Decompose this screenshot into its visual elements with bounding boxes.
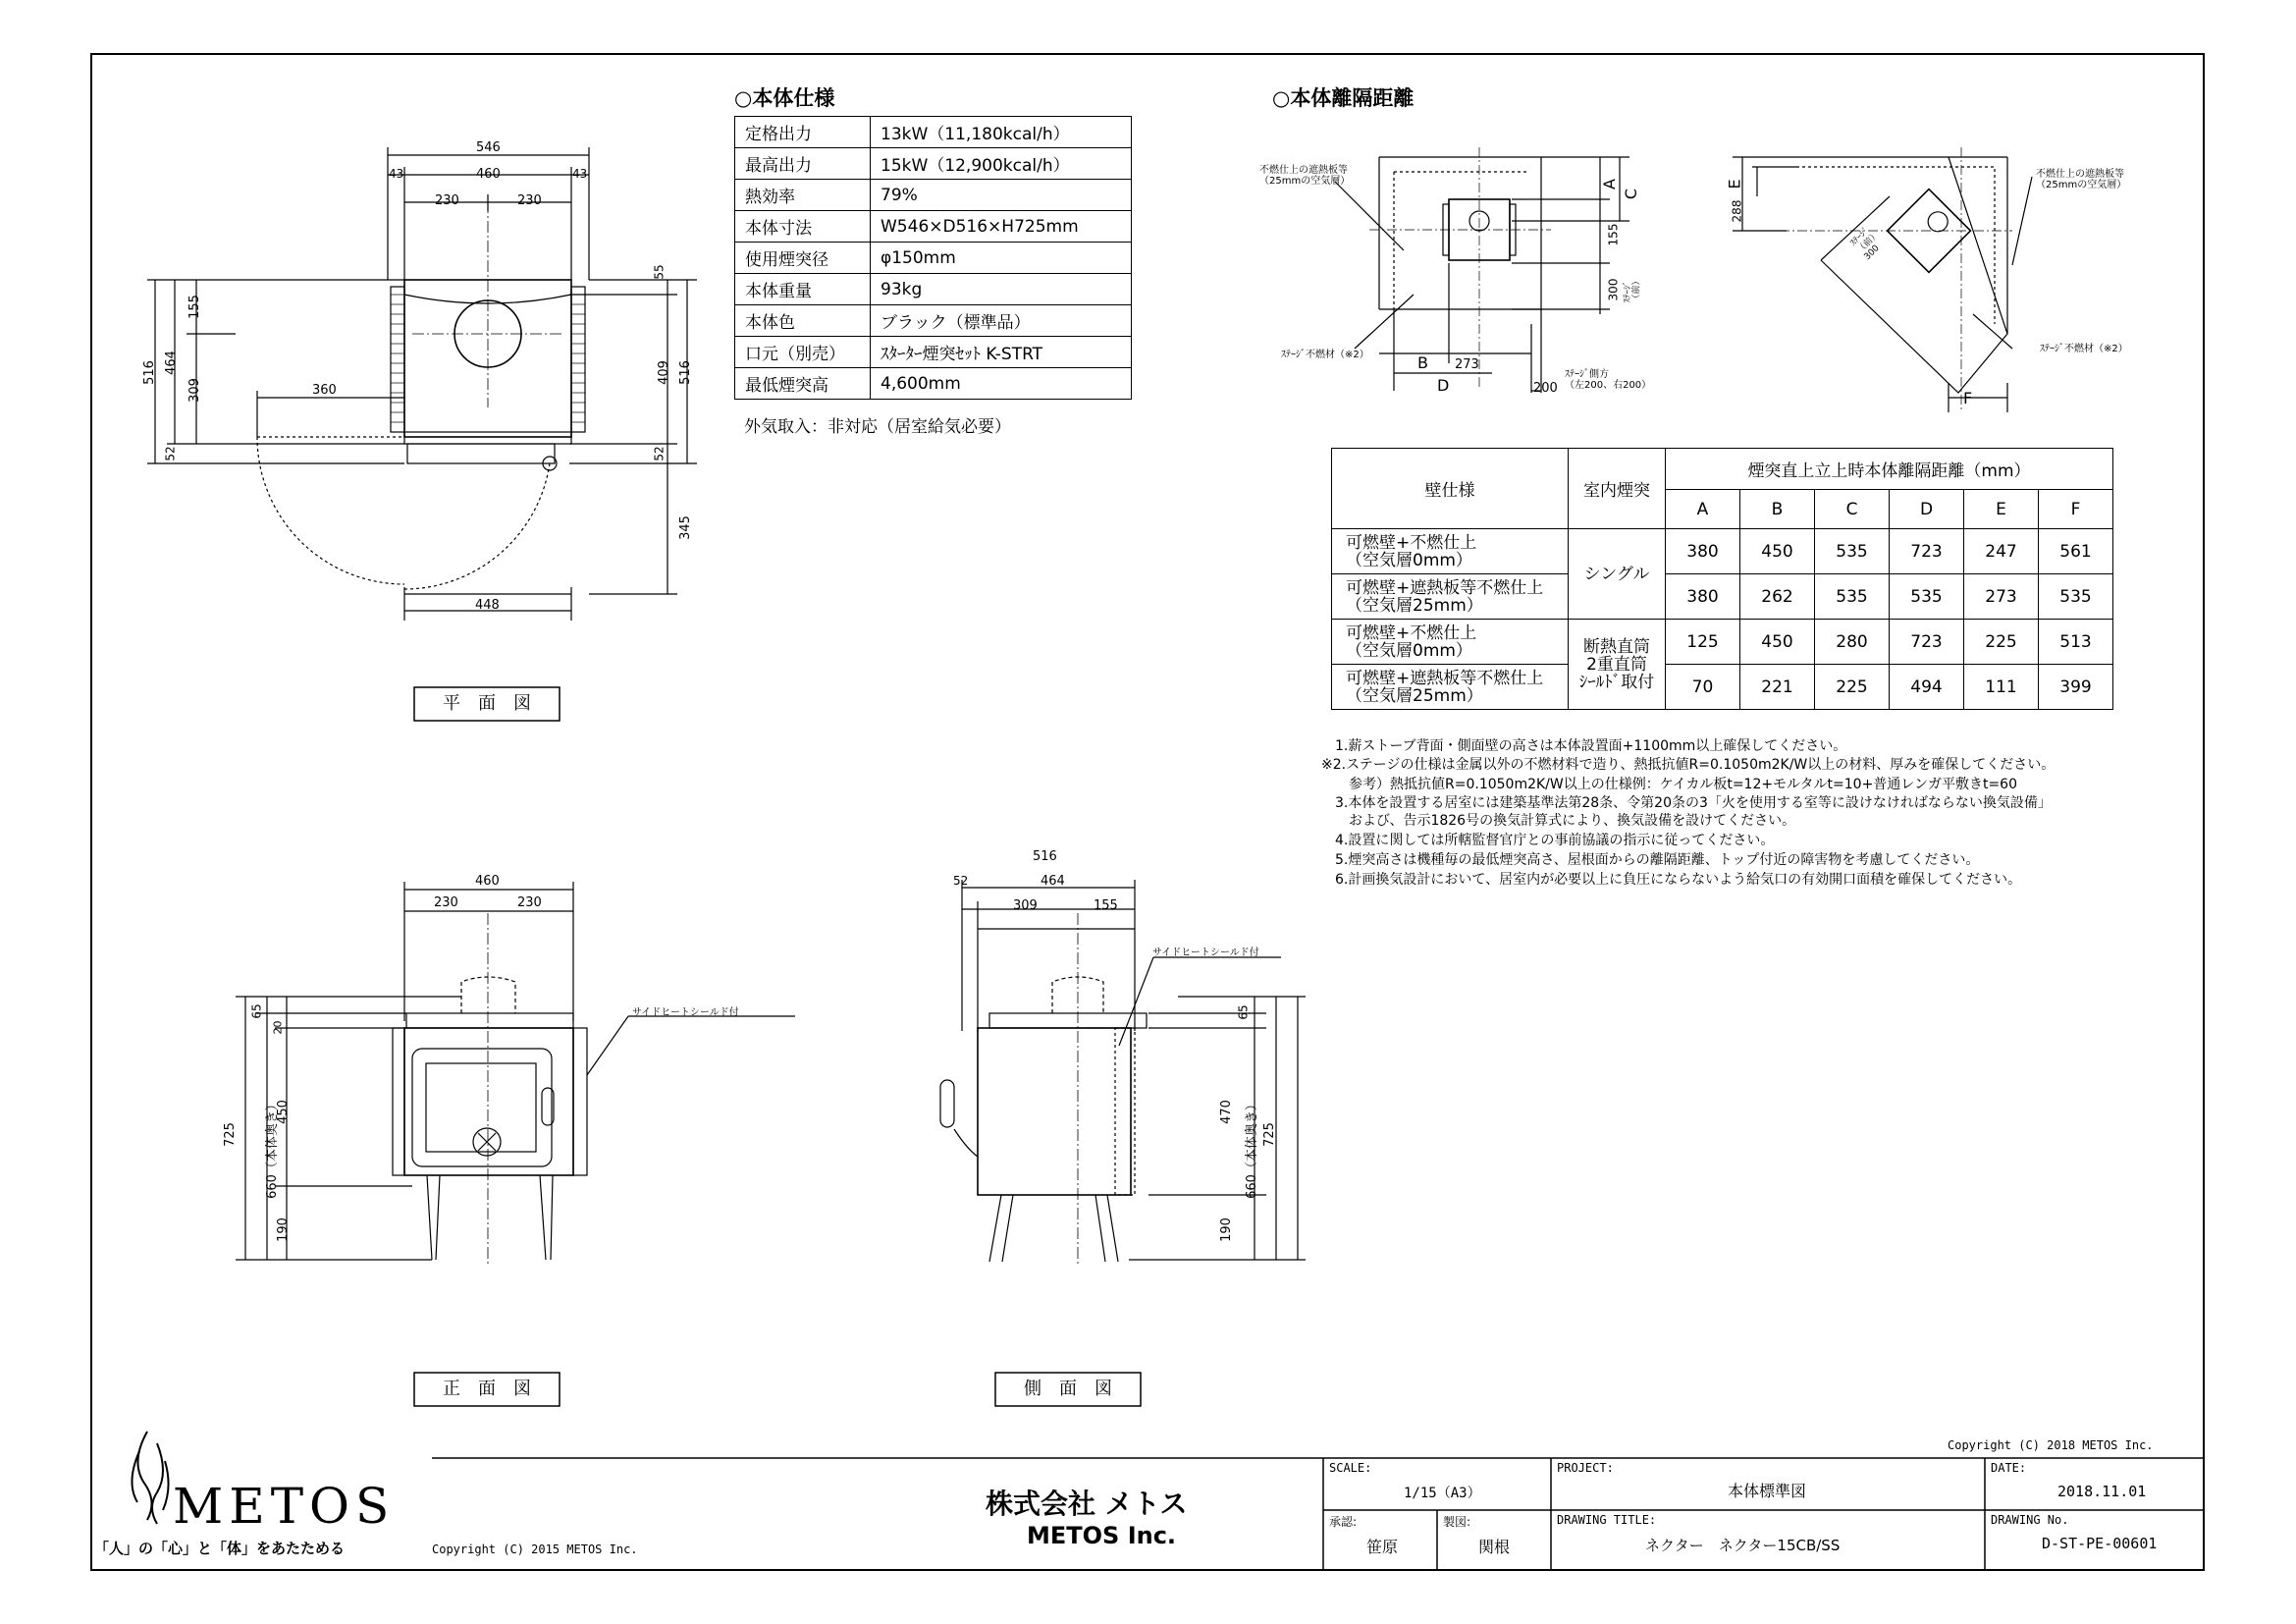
clr-row (1332, 574, 2113, 620)
spec-key: 定格出力 (735, 117, 871, 148)
spec-row (735, 211, 1132, 243)
spec-footer: 外気取入：非対応（居室給気必要） (744, 417, 1011, 437)
dim-e: E (1725, 179, 1744, 189)
front-dim-660: 660（本体奥き） (264, 1098, 280, 1199)
clr-wall: 可燃壁+遮熱板等不燃仕上 （空気層25mm） (1332, 574, 1569, 620)
project-value: 本体標準図 (1728, 1482, 1807, 1500)
front-shield-label: サイドヒートシールド付 (632, 1007, 739, 1018)
diagram-right-stage-label: ｽﾃｰｼﾞ不燃材（※2） (2040, 344, 2128, 354)
clearance-table (1331, 448, 2113, 710)
approved-value: 笹原 (1366, 1538, 1399, 1556)
scale-value: 1/15（A3） (1404, 1486, 1481, 1501)
dim-b: B (1417, 353, 1428, 372)
plan-dim-516-right: 516 (677, 360, 693, 385)
dim-f: F (1963, 389, 1973, 407)
clr-header-wall: 壁仕様 (1332, 449, 1569, 529)
plan-dim-155: 155 (187, 295, 202, 319)
diagram-left-stage-side-label: ｽﾃｰｼﾞ側方 （左200、右200） (1565, 369, 1652, 391)
drawing-no-value: D-ST-PE-00601 (2042, 1535, 2158, 1552)
project-label: PROJECT: (1557, 1461, 1614, 1475)
clr-col-header: A (1666, 490, 1740, 529)
clr-value: 247 (1964, 529, 2039, 574)
side-dim-660: 660（本体奥き） (1244, 1098, 1259, 1199)
note-line: 1.薪ストーブ背面・側面壁の高さは本体設置面+1100mm以上確保してください。 (1335, 738, 1847, 754)
plan-dim-448: 448 (475, 598, 500, 613)
clr-value: 450 (1740, 529, 1815, 574)
company-name-jp: 株式会社 メトス (986, 1488, 1188, 1520)
clr-value: 225 (1964, 620, 2039, 665)
side-shield-label: サイドヒートシールド付 (1152, 947, 1259, 958)
diagram-right-shield-label: 不燃仕上の遮熱板等 （25mmの空気層） (2036, 169, 2127, 190)
diagram-left-shield-label: 不燃仕上の遮熱板等 （25mmの空気層） (1259, 165, 1351, 187)
dim-a: A (1599, 179, 1619, 189)
dim-300: 300 (1606, 278, 1621, 301)
spec-key: 本体重量 (735, 274, 871, 305)
clr-value: 535 (1815, 529, 1890, 574)
side-view (940, 880, 1306, 1267)
plan-view-title: 平 面 図 (443, 693, 531, 714)
spec-value: 13kW（11,180kcal/h） (871, 117, 1132, 148)
logo-flame-icon (132, 1432, 168, 1524)
clr-value: 535 (2039, 574, 2113, 620)
clr-value: 494 (1890, 665, 1964, 710)
clr-wall: 可燃壁+不燃仕上 （空気層0mm） (1332, 529, 1569, 574)
side-dim-309: 309 (1013, 898, 1038, 913)
clr-row (1332, 665, 2113, 710)
front-dim-230-left: 230 (434, 895, 458, 910)
front-dim-450: 450 (275, 1100, 291, 1124)
front-dim-190: 190 (275, 1218, 291, 1242)
front-view (236, 882, 795, 1267)
clr-col-header: B (1740, 490, 1815, 529)
plan-dim-55: 55 (652, 264, 667, 280)
spec-value: ブラック（標準品） (871, 305, 1132, 337)
dim-273: 273 (1455, 357, 1479, 372)
spec-row (735, 243, 1132, 274)
side-dim-155: 155 (1094, 898, 1118, 913)
plan-dim-360: 360 (312, 383, 337, 398)
plan-dim-43-left: 43 (389, 167, 404, 181)
spec-value: W546×D516×H725mm (871, 211, 1132, 243)
plan-dim-516-left: 516 (141, 360, 157, 385)
clr-value: 70 (1666, 665, 1740, 710)
clr-value: 450 (1740, 620, 1815, 665)
dim-155: 155 (1606, 223, 1621, 246)
plan-dim-52-right: 52 (652, 446, 667, 461)
clr-wall: 可燃壁+遮熱板等不燃仕上 （空気層25mm） (1332, 665, 1569, 710)
clr-value: 221 (1740, 665, 1815, 710)
plan-dim-309: 309 (187, 378, 202, 403)
dim-200: 200 (1533, 381, 1558, 396)
plan-dim-464: 464 (163, 351, 179, 375)
note-line: ※2.ステージの仕様は金属以外の不燃材料で造り、熱抵抗値R=0.1050m2K/W以上の材料、厚みを確保してください。 (1321, 757, 2056, 773)
clr-value: 262 (1740, 574, 1815, 620)
drawing-title-value: ネクター ネクター15CB/SS (1645, 1537, 1841, 1554)
plan-dim-460: 460 (476, 167, 501, 182)
front-view-title: 正 面 図 (443, 1379, 531, 1399)
dim-c: C (1622, 188, 1641, 200)
company-name-en: METOS Inc. (1027, 1522, 1177, 1549)
note-line: 3.本体を設置する居室には建築基準法第28条、令第20条の3「火を使用する室等に設けなければならない換気設備」 (1335, 795, 2052, 811)
front-dim-725: 725 (222, 1122, 238, 1147)
clr-value: 111 (1964, 665, 2039, 710)
drawn-value: 関根 (1478, 1538, 1511, 1556)
clr-value: 380 (1666, 529, 1740, 574)
date-label: DATE: (1991, 1461, 2027, 1475)
clr-value: 513 (2039, 620, 2113, 665)
diagram-right-stage-front: ｽﾃｰｼﾞ （前） 300 (1848, 226, 1882, 263)
drawing-no-label: DRAWING No. (1991, 1513, 2069, 1527)
clr-value: 399 (2039, 665, 2113, 710)
plan-dim-345: 345 (677, 515, 693, 540)
dim-288: 288 (1730, 199, 1744, 223)
side-dim-464: 464 (1041, 874, 1065, 889)
note-line: 5.煙突高さは機種毎の最低煙突高さ、屋根面からの離隔距離、トップ付近の障害物を考慮してください。 (1335, 852, 1980, 868)
front-dim-65: 65 (249, 1003, 264, 1019)
spec-row (735, 180, 1132, 211)
spec-heading: ○本体仕様 (734, 86, 835, 110)
spec-row (735, 274, 1132, 305)
front-dim-460: 460 (475, 874, 500, 889)
clr-value: 380 (1666, 574, 1740, 620)
logo-tagline: 「人」の「心」と「体」をあたためる (94, 1540, 346, 1557)
spec-value: ｽﾀｰﾀｰ煙突ｾｯﾄ K-STRT (871, 337, 1132, 368)
clr-value: 535 (1815, 574, 1890, 620)
clr-value: 273 (1964, 574, 2039, 620)
spec-key: 本体寸法 (735, 211, 871, 243)
side-dim-65: 65 (1236, 1004, 1251, 1020)
spec-value: 4,600mm (871, 368, 1132, 400)
plan-dim-230-right: 230 (517, 193, 542, 208)
spec-key: 使用煙突径 (735, 243, 871, 274)
side-dim-190: 190 (1218, 1218, 1234, 1242)
side-dim-470: 470 (1218, 1100, 1234, 1124)
plan-view (147, 147, 697, 621)
clr-value: 723 (1890, 529, 1964, 574)
spec-key: 熱効率 (735, 180, 871, 211)
note-line: 4.設置に関しては所轄監督官庁との事前協議の指示に従ってください。 (1335, 833, 1775, 848)
clr-row (1332, 529, 2113, 574)
spec-row (735, 117, 1132, 148)
drawing-title-label: DRAWING TITLE: (1557, 1513, 1657, 1527)
clr-chimney: 断熱直筒 2重直筒 ｼｰﾙﾄﾞ取付 (1569, 620, 1666, 710)
clr-col-header: F (2039, 490, 2113, 529)
drawn-label: 製図: (1443, 1515, 1471, 1529)
side-dim-516: 516 (1033, 849, 1057, 864)
side-view-title: 側 面 図 (1024, 1379, 1112, 1399)
plan-dim-546: 546 (476, 140, 501, 155)
plan-dim-409: 409 (656, 360, 671, 385)
clr-header-chimney: 室内煙突 (1569, 449, 1666, 529)
spec-row (735, 148, 1132, 180)
plan-dim-52-left: 52 (163, 446, 178, 461)
clr-value: 280 (1815, 620, 1890, 665)
note-line: 6.計画換気設計において、居室内が必要以上に負圧にならないよう給気口の有効開口面積を確保してください。 (1335, 872, 2022, 888)
clr-value: 535 (1890, 574, 1964, 620)
diagram-left-stage-label: ｽﾃｰｼﾞ不燃材（※2） (1281, 350, 1369, 360)
spec-key: 本体色 (735, 305, 871, 337)
plan-dim-43-right: 43 (572, 167, 588, 181)
clr-value: 125 (1666, 620, 1740, 665)
spec-row (735, 305, 1132, 337)
side-dim-52: 52 (953, 874, 969, 888)
clearance-diagram-right (1733, 147, 2032, 412)
note-line: および、告示1826号の換気計算式により、換気設備を設けてください。 (1349, 813, 1796, 829)
spec-row (735, 337, 1132, 368)
clearance-diagram-left (1335, 147, 1629, 393)
copyright-left: Copyright (C) 2015 METOS Inc. (432, 1543, 638, 1556)
front-dim-20: 20 (271, 1020, 285, 1035)
approved-label: 承認: (1329, 1515, 1358, 1529)
dim-d: D (1437, 376, 1450, 395)
clr-value: 723 (1890, 620, 1964, 665)
clr-header-group: 煙突直上立上時本体離隔距離（mm） (1666, 449, 2113, 490)
note-line: 参考）熱抵抗値R=0.1050m2K/W以上の仕様例：ケイカル板t=12+モルタルt=10+普通レンガ平敷きt=60 (1349, 777, 2017, 792)
spec-value: 93kg (871, 274, 1132, 305)
clr-col-header: D (1890, 490, 1964, 529)
spec-value: φ150mm (871, 243, 1132, 274)
spec-table (734, 116, 1132, 400)
plan-dim-230-left: 230 (435, 193, 459, 208)
copyright-right: Copyright (C) 2018 METOS Inc. (1948, 1438, 2154, 1452)
clr-row (1332, 620, 2113, 665)
spec-key: 最高出力 (735, 148, 871, 180)
sheet-frame (91, 54, 2204, 1570)
spec-key: 最低煙突高 (735, 368, 871, 400)
dim-stage-front: ｽﾃｰｼﾞ （前） (1623, 276, 1642, 303)
clr-value: 561 (2039, 529, 2113, 574)
title-block-lines (432, 1458, 2204, 1570)
spec-value: 15kW（12,900kcal/h） (871, 148, 1132, 180)
clr-col-header: E (1964, 490, 2039, 529)
date-value: 2018.11.01 (2057, 1483, 2147, 1500)
clr-col-header: C (1815, 490, 1890, 529)
spec-value: 79% (871, 180, 1132, 211)
scale-label: SCALE: (1329, 1461, 1372, 1475)
clr-wall: 可燃壁+不燃仕上 （空気層0mm） (1332, 620, 1569, 665)
spec-row (735, 368, 1132, 400)
clr-value: 225 (1815, 665, 1890, 710)
clr-chimney: シングル (1569, 529, 1666, 620)
clearance-heading: ○本体離隔距離 (1272, 86, 1415, 110)
front-dim-230-right: 230 (517, 895, 542, 910)
logo-wordmark: METOS (173, 1478, 396, 1535)
side-dim-725: 725 (1261, 1122, 1277, 1147)
spec-key: 口元（別売） (735, 337, 871, 368)
